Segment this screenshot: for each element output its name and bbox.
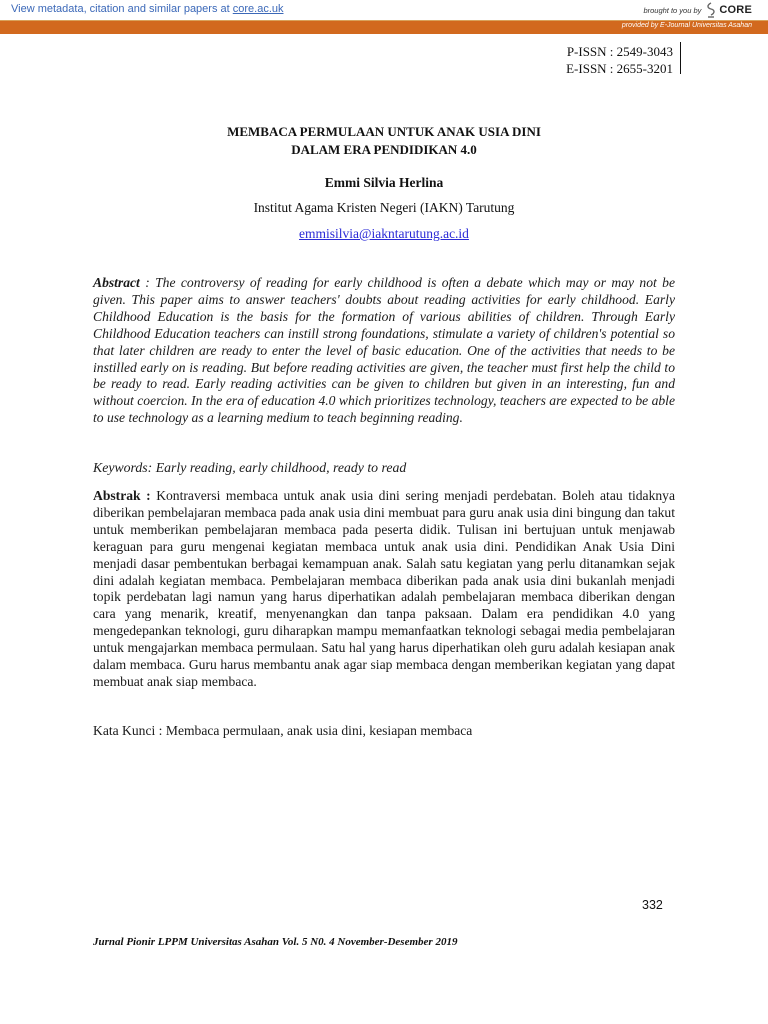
author-name: Emmi Silvia Herlina (324, 175, 444, 190)
core-banner (0, 0, 768, 21)
issn-block (566, 43, 673, 77)
abstrak-text: Kontraversi membaca untuk anak usia dini sering menjadi perdebatan. Boleh atau tidaknya diberikan pembelajaran membaca pada anak usia dini membuat para guru anak usia dini bingung dan takut untuk memberikan pembelajaran membaca pada peserta didik. Tulisan ini bertujuan untuk menjawab keraguan para guru mengenai kegiatan membaca untuk anak usia dini. Pendidikan Anak Usia Dini menjadi dasar pembentukan berbagai kemampuan anak. Salah satu kegiatan yang perlu ditanamkan sejak dini adalah kegiatan membaca. Pembelajaran membaca diberikan pada anak usia dini bukanlah menjadi topik perdebatan lagi namun yang harus diperhatikan adalah pembelajaran membaca diberikan dengan cara yang menarik, kreatif, menyenangkan dan tanpa paksaan. Dalam era pendidikan 4.0 yang mengedepankan teknologi, guru diharapkan mampu memanfaatkan teknologi sebagai media pembelajaran untuk mengajarkan membaca permulaan. Satu hal yang harus diperhatikan oleh guru adalah kesiapan anak dalam membaca. Guru harus membantu anak agar siap membaca dengan memberikan kegiatan yang dapat membuat anak siap membaca. (93, 488, 675, 689)
email-link[interactable]: emmisilvia@iakntarutung.ac.id (299, 226, 469, 241)
core-brand[interactable] (643, 1, 752, 19)
core-link[interactable]: core.ac.uk (232, 3, 284, 15)
e-issn: E-ISSN : 2655-3201 (566, 61, 673, 76)
author-affiliation: Institut Agama Kristen Negeri (IAKN) Tarutung (253, 200, 515, 215)
core-metadata-notice (11, 3, 284, 15)
core-logo-icon (705, 2, 717, 18)
author-email (0, 226, 768, 242)
journal-footer: Jurnal Pionir LPPM Universitas Asahan Vol. 5 N0. 4 November-Desember 2019 (93, 936, 458, 948)
abstrak-label: Abstrak : (93, 488, 151, 503)
keywords-english: Keywords: Early reading, early childhood, ready to read (93, 460, 407, 475)
page-number: 332 (642, 898, 663, 912)
core-provider-bar (0, 21, 768, 34)
paper-title-line1: MEMBACA PERMULAAN UNTUK ANAK USIA DINI (227, 124, 541, 139)
abstract-english (93, 275, 675, 427)
p-issn: P-ISSN : 2549-3043 (566, 44, 673, 59)
brought-to-you-text: brought to you by (643, 5, 702, 15)
issn-divider (680, 42, 681, 74)
keywords-indonesian: Kata Kunci : Membaca permulaan, anak usia dini, kesiapan membaca (93, 723, 473, 738)
provided-by-text: provided by E-Journal Universitas Asahan (621, 22, 752, 29)
abstract-label: Abstract (93, 275, 140, 290)
paper-title-line2: DALAM ERA PENDIDIKAN 4.0 (291, 142, 477, 157)
abstract-text: : The controversy of reading for early childhood is often a debate which may or may not be given. This paper aims to answer teachers' doubts about reading activities for early childhood. Early Childhood Education is the basis for the formation of various abilities of children. Through Early Childhood Education teachers can instill strong foundations, stimulate a variety of children's potential so that later children are ready to enter the level of basic education. One of the activities that needs to be instilled early on is reading. But before reading activities are given, the teacher must first help the child to be ready to read. Early reading activities can be given to children but given in an interesting, fun and without coercion. In the era of education 4.0 which prioritizes technology, teachers are expected to be able to use technology as a learning medium to teach beginning reading. (93, 275, 675, 426)
core-view-text: View metadata, citation and similar papers at (11, 3, 233, 15)
abstract-indonesian (93, 488, 675, 691)
core-label: CORE (719, 4, 752, 16)
core-logo[interactable] (705, 2, 752, 18)
